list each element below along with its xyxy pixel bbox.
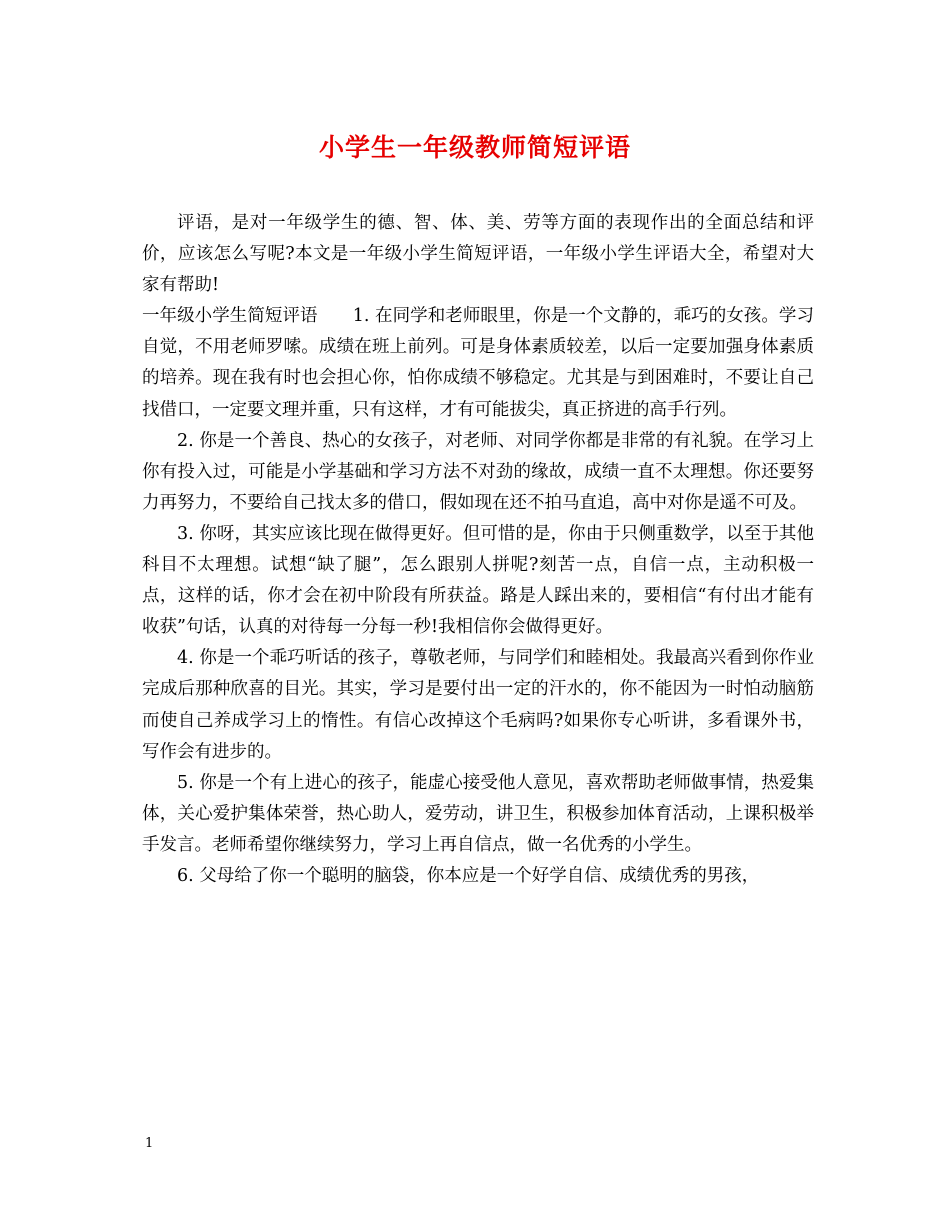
document-body xyxy=(142,208,814,892)
comment-paragraph-6: 6. 父母给了你一个聪明的脑袋，你本应是一个好学自信、成绩优秀的男孩， xyxy=(177,865,760,886)
intro-paragraph: 评语，是对一年级学生的德、智、体、美、劳等方面的表现作出的全面总结和评价，应该怎么写呢?本文是一年级小学生简短评语，一年级小学生评语大全，希望对大家有帮助! xyxy=(142,213,814,296)
comment-paragraph-5: 5. 你是一个有上进心的孩子，能虚心接受他人意见，喜欢帮助老师做事情，热爱集体，关心爱护集体荣誉，热心助人，爱劳动，讲卫生，积极参加体育活动，上课积极举手发言。老师希望你继续努力，学习上再自信点，做一名优秀的小学生。 xyxy=(142,772,814,855)
page-number: 1 xyxy=(145,1136,154,1151)
comment-paragraph-3: 3. 你呀，其实应该比现在做得更好。但可惜的是，你由于只侧重数学，以至于其他科目不太理想。试想“缺了腿”，怎么跟别人拼呢?刻苦一点，自信一点，主动积极一点，这样的话，你才会在初中阶段有所获益。路是人踩出来的，要相信“有付出才能有收获”句话，认真的对待每一分每一秒!我相信你会做得更好。 xyxy=(142,523,814,638)
comment-paragraph-2: 2. 你是一个善良、热心的女孩子，对老师、对同学你都是非常的有礼貌。在学习上你有投入过，可能是小学基础和学习方法不对劲的缘故，成绩一直不太理想。你还要努力再努力，不要给自己找太多的借口，假如现在还不拍马直追，高中对你是遥不可及。 xyxy=(142,430,814,513)
comment-paragraph-1: 一年级小学生简短评语 1. 在同学和老师眼里，你是一个文静的，乖巧的女孩。学习自觉，不用老师罗嗦。成绩在班上前列。可是身体素质较差，以后一定要加强身体素质的培养。现在我有时也会担心你，怕你成绩不够稳定。尤其是与到困难时，不要让自己找借口，一定要文理并重，只有这样，才有可能拔尖，真正挤进的高手行列。 xyxy=(142,306,814,420)
comment-paragraph-4: 4. 你是一个乖巧听话的孩子，尊敬老师，与同学们和睦相处。我最高兴看到你作业完成后那种欣喜的目光。其实，学习是要付出一定的汗水的，你不能因为一时怕动脑筋而使自己养成学习上的惰性。有信心改掉这个毛病吗?如果你专心听讲，多看课外书，写作会有进步的。 xyxy=(142,648,814,762)
document-title: 小学生一年级教师简短评语 xyxy=(318,133,631,162)
